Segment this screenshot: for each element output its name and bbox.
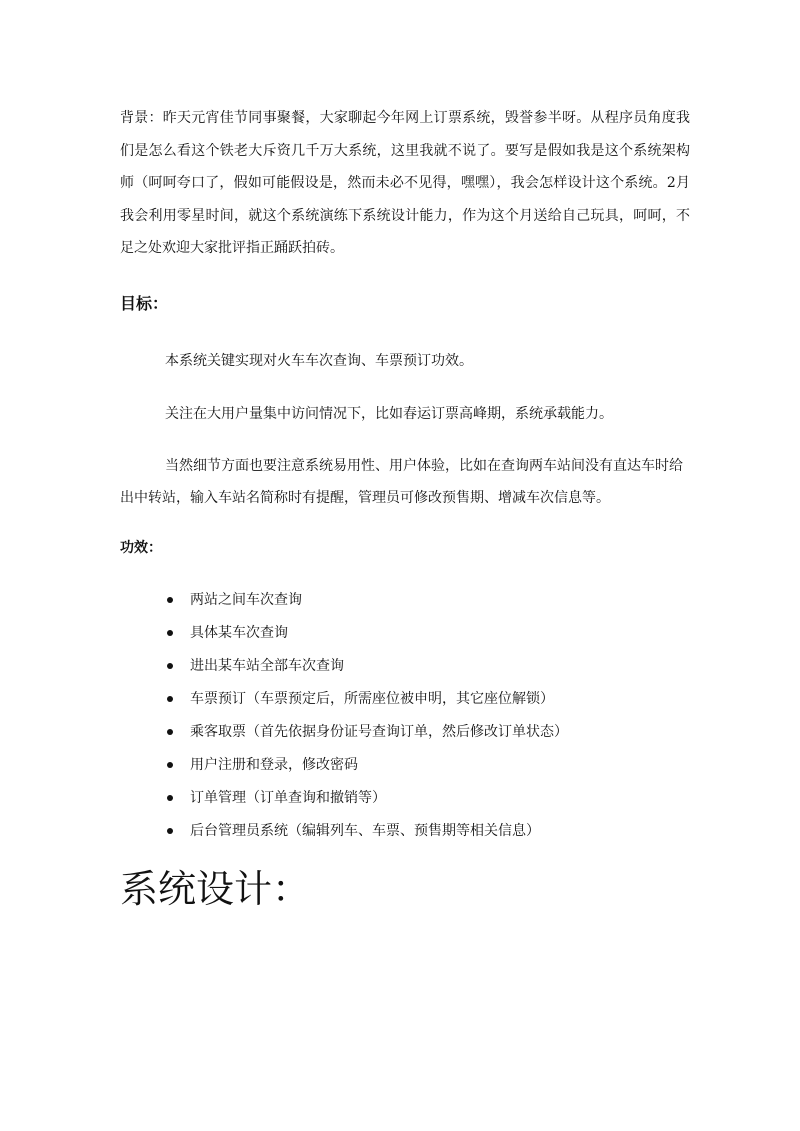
goal-paragraph-1: 本系统关键实现对火车车次查询、车票预订功效。 — [165, 353, 473, 369]
list-item-text: 订单管理（订单查询和撤销等） — [190, 790, 386, 806]
goal-paragraph-3: 当然细节方面也要注意系统易用性、用户体验，比如在查询两车站间没有直达车时给出中转站，输入车站名简称时有提醒，管理员可修改预售期、增减车次信息等。 — [120, 458, 683, 506]
list-item-text: 乘客取票（首先依据身份证号查询订单，然后修改订单状态） — [190, 724, 568, 740]
bullet-icon — [167, 762, 173, 768]
list-item-text: 两站之间车次查询 — [190, 592, 302, 608]
background-paragraph: 背景：昨天元宵佳节同事聚餐，大家聊起今年网上订票系统，毁誉参半呀。从程序员角度我们是怎么看这个铁老大斥资几千万大系统，这里我就不说了。要写是假如我是这个系统架构师（呵呵夸口了，假如可能假设是，然而未必不见得，嘿嘿），我会怎样设计这个系统。2月我会利用零星时间，就这个系统演练下系统设计能力，作为这个月送给自己玩具，呵呵，不足之处欢迎大家批评指正踊跃拍砖。 — [120, 110, 690, 256]
bullet-icon — [167, 597, 173, 603]
list-item-text: 用户注册和登录，修改密码 — [190, 757, 358, 773]
bullet-icon — [167, 663, 173, 669]
bullet-icon — [167, 795, 173, 801]
list-item-text: 后台管理员系统（编辑列车、车票、预售期等相关信息） — [190, 823, 540, 839]
goal-heading: 目标： — [120, 294, 169, 313]
bullet-icon — [167, 630, 173, 636]
bullet-icon — [167, 696, 173, 702]
system-design-heading: 系统设计： — [120, 867, 311, 911]
list-item-text: 进出某车站全部车次查询 — [190, 658, 344, 674]
goal-paragraph-2: 关注在大用户量集中访问情况下，比如春运订票高峰期，系统承载能力。 — [165, 406, 613, 422]
list-item-text: 车票预订（车票预定后，所需座位被申明，其它座位解锁） — [190, 691, 554, 707]
bullet-icon — [167, 828, 173, 834]
bullet-icon — [167, 729, 173, 735]
functions-heading: 功效： — [120, 540, 162, 556]
list-item-text: 具体某车次查询 — [190, 625, 288, 641]
